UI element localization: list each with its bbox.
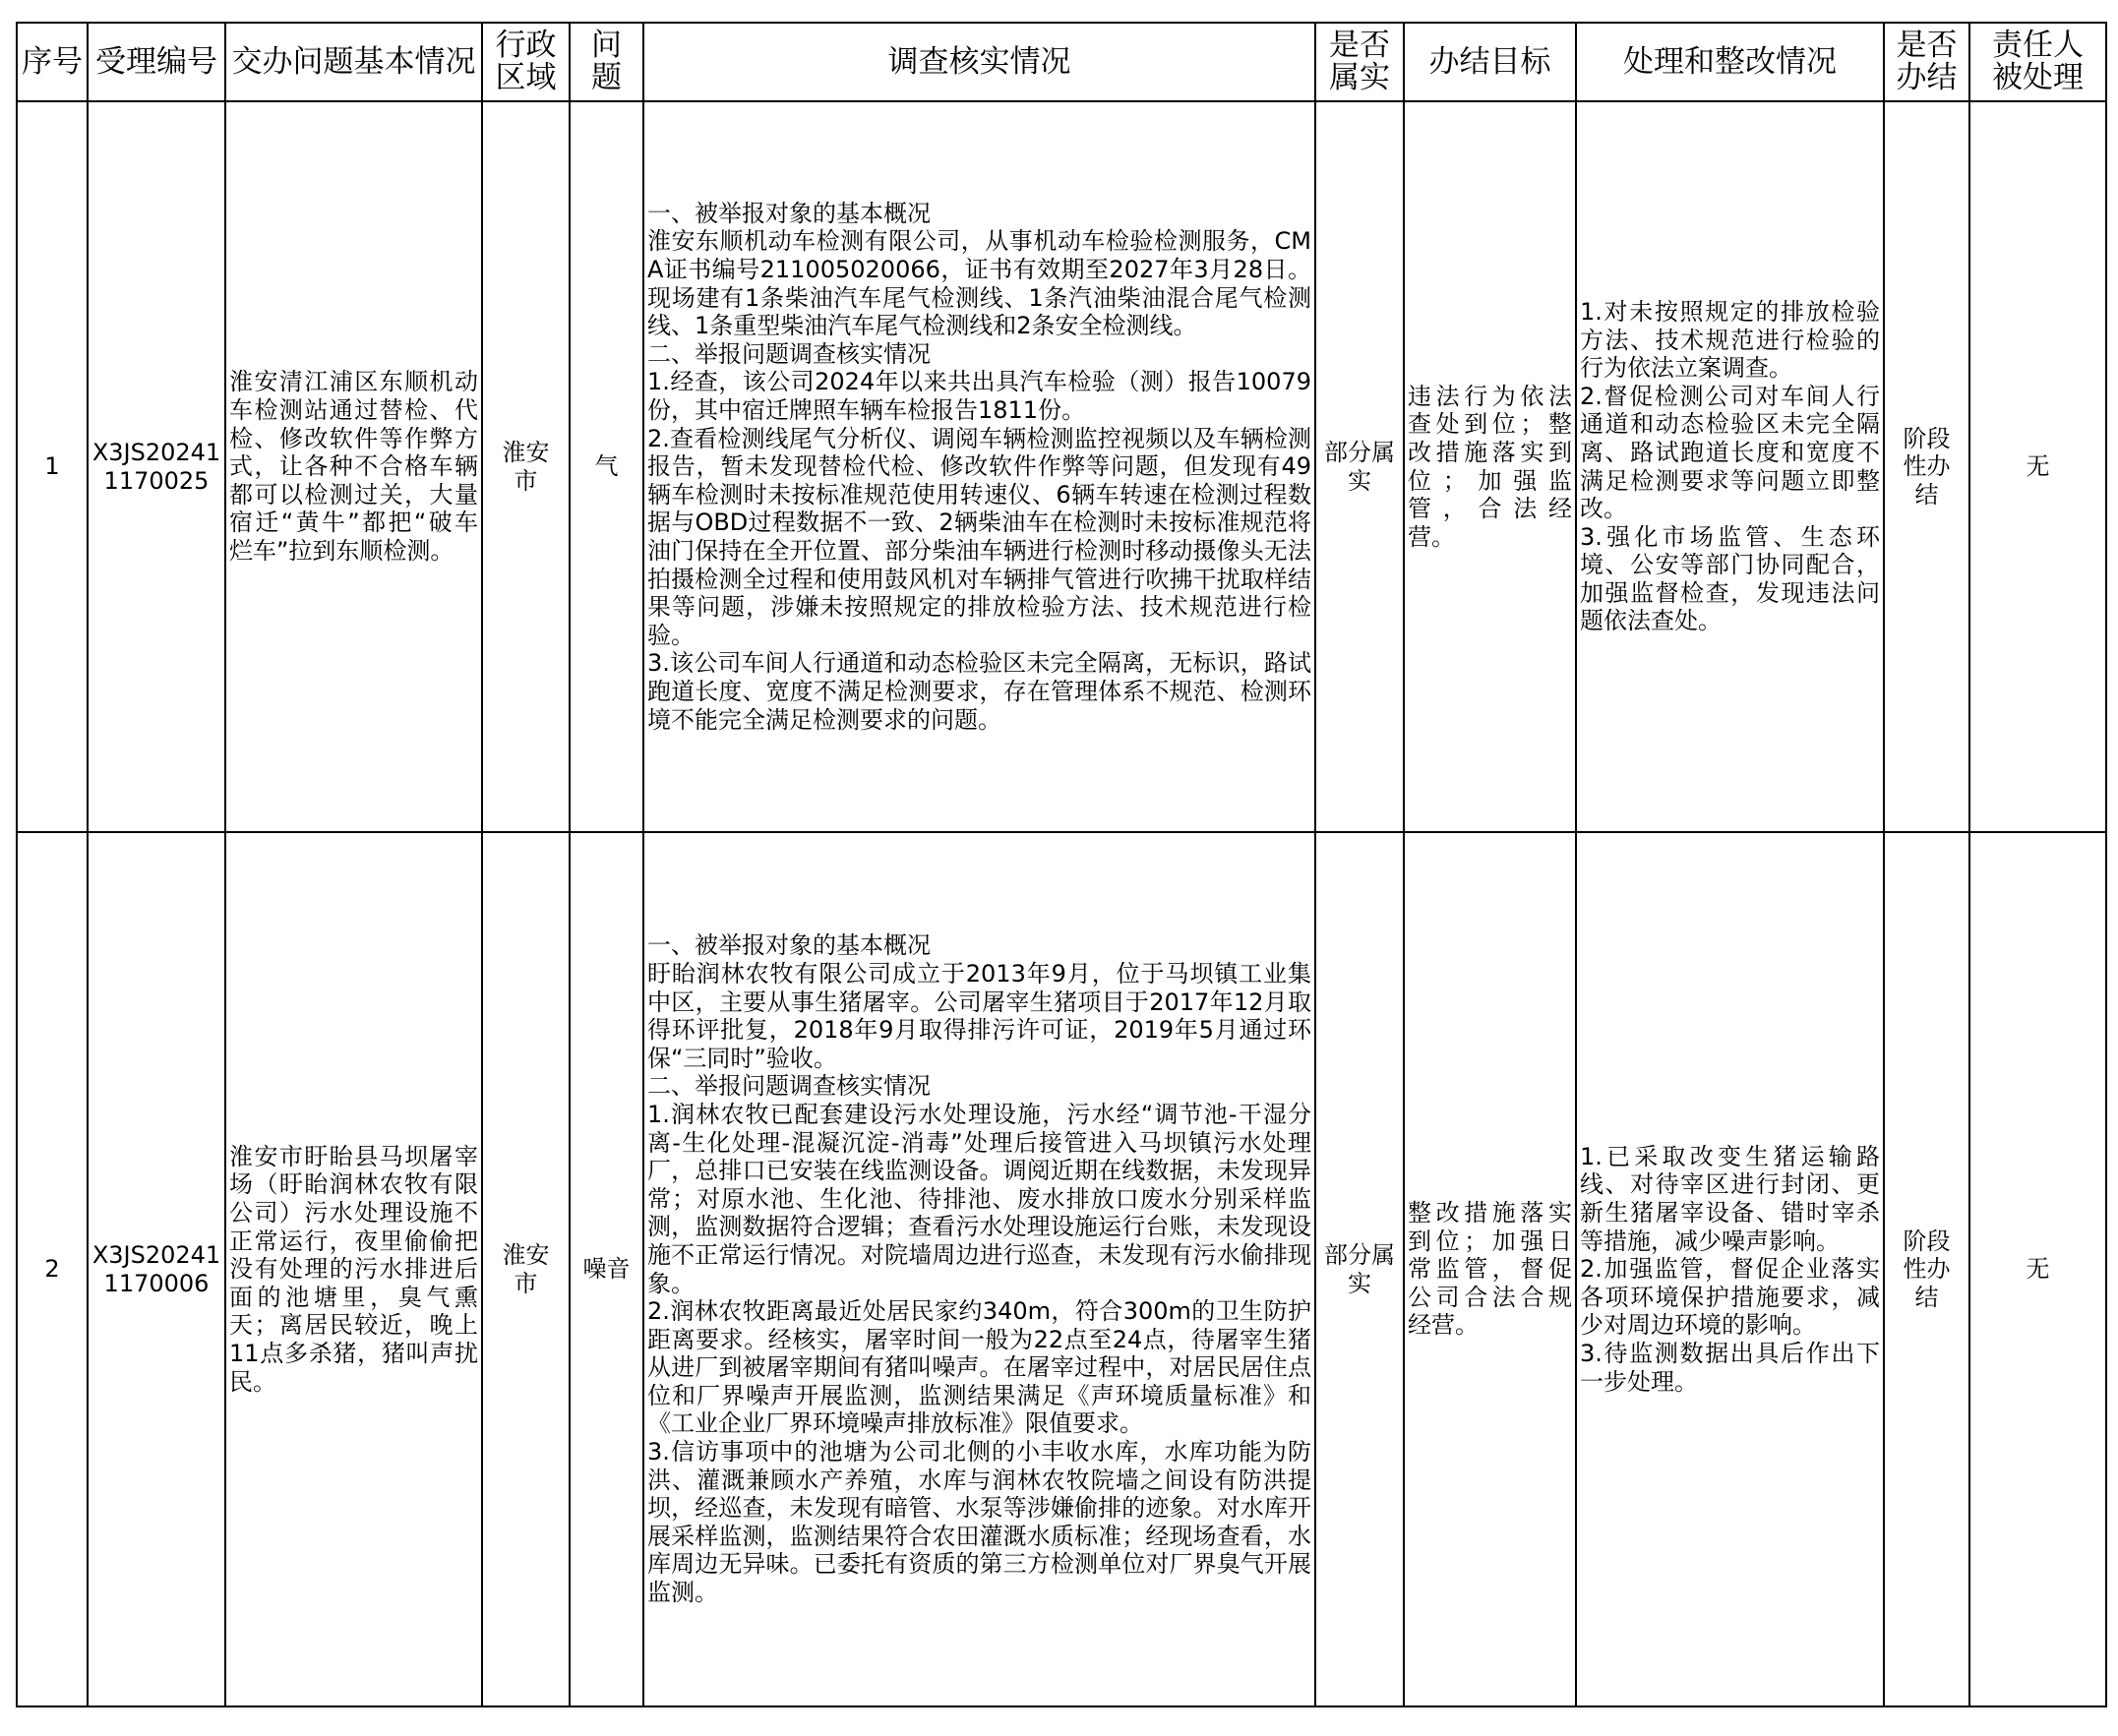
cell-region: 淮安市	[502, 1240, 550, 1297]
cell-investigation	[644, 931, 1314, 1606]
cell-responsible: 无	[1969, 832, 2106, 1706]
cell-closed: 阶段性办结	[1903, 1227, 1951, 1311]
cell-investigation-wrap	[643, 832, 1315, 1706]
handling-line: 3.待监测数据出具后作出下一步处理。	[1580, 1339, 1880, 1396]
cell-accept-no: X3JS202411170025	[91, 438, 221, 495]
cell-issue: 淮安市盱眙县马坝屠宰场（盱眙润林农牧有限公司）污水处理设施不正常运行，夜里偷偷把没有处理的污水排进后面的池塘里，臭气熏天；离居民较近，晚上11点多杀猪，猪叫声扰民。	[229, 1142, 478, 1396]
complaint-table	[16, 22, 2107, 1707]
cell-region-wrap	[482, 832, 570, 1706]
cell-handling-wrap	[1576, 101, 1884, 832]
cell-closed-wrap	[1884, 832, 1969, 1706]
investigation-line: 3.信访事项中的池塘为公司北侧的小丰收水库，水库功能为防洪、灌溉兼顾水产养殖，水库与润林农牧院墙之间设有防洪提坝，经巡查，未发现有暗管、水泵等涉嫌偷排的迹象。对水库开展采样监测，监测结果符合农田灌溉水质标准；经现场查看，水库周边无异味。已委托有资质的第三方检测单位对厂界臭气开展监测。	[647, 1438, 1311, 1607]
cell-target-wrap	[1404, 101, 1576, 832]
investigation-line: 二、举报问题调查核实情况	[647, 1072, 931, 1101]
header-seq: 序号	[17, 23, 88, 101]
cell-closed: 阶段性办结	[1903, 424, 1951, 509]
cell-region: 淮安市	[502, 438, 550, 495]
header-target: 办结目标	[1404, 23, 1576, 101]
header-investigation: 调查核实情况	[643, 23, 1315, 101]
cell-issue-wrap	[225, 101, 482, 832]
handling-line: 3.强化市场监管、生态环境、公安等部门协同配合，加强监督检查，发现违法问题依法查处。	[1580, 522, 1880, 635]
cell-target: 违法行为依法查处到位；整改措施落实到位；加强监管，合法经营。	[1408, 382, 1572, 551]
investigation-line: 淮安东顺机动车检测有限公司，从事机动车检验检测服务，CMA证书编号211005020066，证书有效期至2027年3月28日。现场建有1条柴油汽车尾气检测线、1条汽油柴油混合尾气检测线、1条重型柴油汽车尾气检测线和2条安全检测线。	[647, 227, 1311, 340]
handling-line: 1.已采取改变生猪运输路线、对待宰区进行封闭、更新生猪屠宰设备、错时宰杀等措施，减少噪声影响。	[1580, 1142, 1880, 1255]
cell-verified: 部分属实	[1324, 438, 1395, 495]
header-accept-no: 受理编号	[88, 23, 225, 101]
cell-accept-no-wrap	[88, 832, 225, 1706]
cell-investigation-wrap	[643, 101, 1315, 832]
header-region: 行政区域	[482, 23, 570, 101]
cell-handling	[1577, 1143, 1883, 1396]
cell-accept-no-wrap	[88, 101, 225, 832]
cell-problem: 噪音	[570, 832, 643, 1706]
investigation-line: 1.润林农牧已配套建设污水处理设施，污水经“调节池-干湿分离-生化处理-混凝沉淀-消毒”处理后接管进入马坝镇污水处理厂，总排口已安装在线监测设备。调阅近期在线数据，未发现异常；对原水池、生化池、待排池、废水排放口废水分别采样监测，监测数据符合逻辑；查看污水处理设施运行台账，未发现设施不正常运行情况。对院墙周边进行巡查，未发现有污水偷排现象。	[647, 1100, 1311, 1297]
handling-line: 1.对未按照规定的排放检验方法、技术规范进行检验的行为依法立案调查。	[1580, 297, 1880, 383]
cell-target: 整改措施落实到位；加强日常监管，督促公司合法合规经营。	[1408, 1199, 1572, 1340]
header-issue: 交办问题基本情况	[225, 23, 482, 101]
investigation-line: 1.经查，该公司2024年以来共出具汽车检验（测）报告10079份，其中宿迁牌照车辆车检报告1811份。	[647, 368, 1311, 425]
cell-closed-wrap	[1884, 101, 1969, 832]
cell-seq: 2	[17, 832, 88, 1706]
investigation-line: 一、被举报对象的基本概况	[647, 931, 931, 960]
cell-verified-wrap	[1315, 832, 1404, 1706]
investigation-line: 2.查看检测线尾气分析仪、调阅车辆检测监控视频以及车辆检测报告，暂未发现替检代检、修改软件作弊等问题，但发现有49辆车检测时未按标准规范使用转速仪、6辆车转速在检测过程数据与OBD过程数据不一致、2辆柴油车在检测时未按标准规范将油门保持在全开位置、部分柴油车辆进行检测时移动摄像头无法拍摄检测全过程和使用鼓风机对车辆排气管进行吹拂干扰取样结果等问题，涉嫌未按照规定的排放检验方法、技术规范进行检验。	[647, 424, 1311, 649]
handling-line: 2.督促检测公司对车间人行通道和动态检验区未完全隔离、路试跑道长度和宽度不满足检测要求等问题立即整改。	[1580, 382, 1880, 523]
header-verified: 是否属实	[1315, 23, 1404, 101]
table-row	[17, 832, 2106, 1706]
cell-handling	[1577, 298, 1883, 635]
cell-seq: 1	[17, 101, 88, 832]
cell-accept-no: X3JS202411170006	[91, 1240, 221, 1297]
cell-verified: 部分属实	[1324, 1240, 1395, 1297]
cell-investigation	[644, 200, 1314, 734]
investigation-line: 盱眙润林农牧有限公司成立于2013年9月，位于马坝镇工业集中区，主要从事生猪屠宰。公司屠宰生猪项目于2017年12月取得环评批复，2018年9月取得排污许可证，2019年5月通过环保“三同时”验收。	[647, 959, 1311, 1072]
cell-problem: 气	[570, 101, 643, 832]
table-row	[17, 101, 2106, 832]
cell-issue: 淮安清江浦区东顺机动车检测站通过替检、代检、修改软件等作弊方式，让各种不合格车辆都可以检测过关，大量宿迁“黄牛”都把“破车烂车”拉到东顺检测。	[229, 368, 478, 565]
investigation-line: 2.润林农牧距离最近处居民家约340m，符合300m的卫生防护距离要求。经核实，屠宰时间一般为22点至24点，待屠宰生猪从进厂到被屠宰期间有猪叫噪声。在屠宰过程中，对居民居住点位和厂界噪声开展监测，监测结果满足《声环境质量标准》和《工业企业厂界环境噪声排放标准》限值要求。	[647, 1297, 1311, 1438]
cell-handling-wrap	[1576, 832, 1884, 1706]
investigation-line: 一、被举报对象的基本概况	[647, 199, 931, 227]
investigation-line: 3.该公司车间人行通道和动态检验区未完全隔离，无标识，路试跑道长度、宽度不满足检测要求，存在管理体系不规范、检测环境不能完全满足检测要求的问题。	[647, 649, 1311, 734]
investigation-line: 二、举报问题调查核实情况	[647, 339, 931, 368]
header-problem: 问题	[570, 23, 643, 101]
handling-line: 2.加强监管，督促企业落实各项环境保护措施要求，减少对周边环境的影响。	[1580, 1255, 1880, 1340]
cell-issue-wrap	[225, 832, 482, 1706]
header-handling: 处理和整改情况	[1576, 23, 1884, 101]
header-closed: 是否办结	[1884, 23, 1969, 101]
header-row	[17, 23, 2106, 101]
cell-region-wrap	[482, 101, 570, 832]
cell-target-wrap	[1404, 832, 1576, 1706]
cell-verified-wrap	[1315, 101, 1404, 832]
cell-responsible: 无	[1969, 101, 2106, 832]
header-responsible: 责任人被处理	[1969, 23, 2106, 101]
